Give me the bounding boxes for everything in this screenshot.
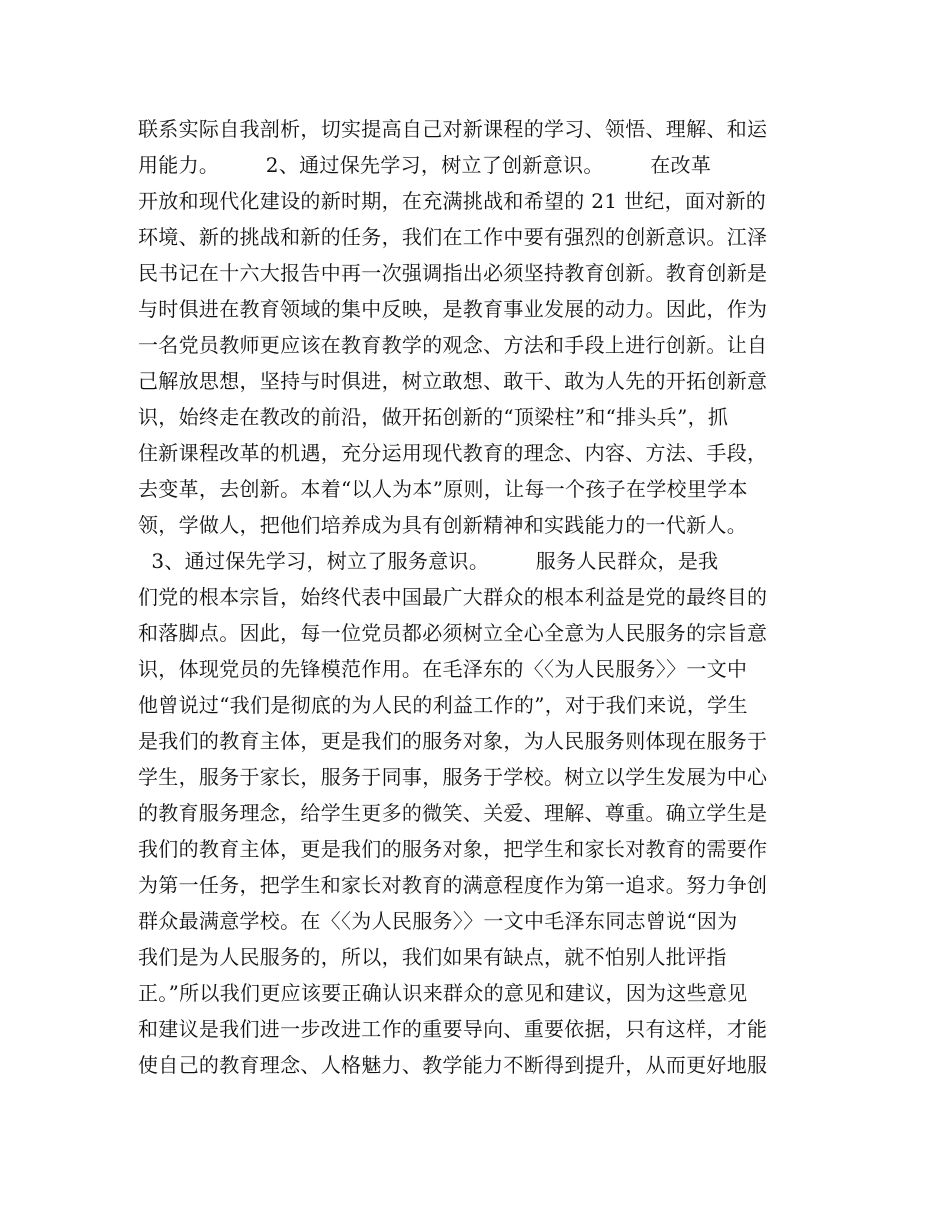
text-line: 为第一任务，把学生和家长对教育的满意程度作为第一追求。努力争创 (138, 873, 768, 897)
body-text (138, 111, 828, 1083)
text-line: 己解放思想，坚持与时俱进，树立敢想、敢干、敢为人先的开拓创新意 (138, 369, 768, 393)
text-line: 的教育服务理念，给学生更多的微笑、关爱、理解、尊重。确立学生是 (138, 801, 768, 825)
text-line: 开放和现代化建设的新时期，在充满挑战和希望的 21 世纪，面对新的 (138, 189, 767, 213)
text-line: 和建议是我们进一步改进工作的重要导向、重要依据，只有这样，才能 (138, 1017, 768, 1041)
text-line: 民书记在十六大报告中再一次强调指出必须坚持教育创新。教育创新是 (138, 261, 768, 285)
text-line: 联系实际自我剖析，切实提高自己对新课程的学习、领悟、理解、和运 (138, 117, 768, 141)
text-line: 3、通过保先学习，树立了服务意识。 服务人民群众，是我 (138, 549, 719, 573)
text-line: 环境、新的挑战和新的任务，我们在工作中要有强烈的创新意识。江泽 (138, 225, 768, 249)
text-line: 我们是为人民服务的，所以，我们如果有缺点，就不怕别人批评指 (138, 945, 727, 969)
text-line: 与时俱进在教育领域的集中反映，是教育事业发展的动力。因此，作为 (138, 297, 768, 321)
text-line: 学生，服务于家长，服务于同事，服务于学校。树立以学生发展为中心 (138, 765, 768, 789)
text-line: 是我们的教育主体，更是我们的服务对象，为人民服务则体现在服务于 (138, 729, 768, 753)
text-line: 识，始终走在教改的前沿，做开拓创新的“顶梁柱”和“排头兵”，抓 (138, 405, 729, 429)
text-line: 用能力。 2、通过保先学习，树立了创新意识。 在改革 (138, 153, 712, 177)
text-line: 领，学做人，把他们培养成为具有创新精神和实践能力的一代新人。 (138, 513, 747, 537)
text-line: 使自己的教育理念、人格魅力、教学能力不断得到提升，从而更好地服 (138, 1053, 768, 1077)
text-line: 去变革，去创新。本着“以人为本”原则，让每一个孩子在学校里学本 (138, 477, 748, 501)
text-line: 一名党员教师更应该在教育教学的观念、方法和手段上进行创新。让自 (138, 333, 768, 357)
text-line: 识，体现党员的先锋模范作用。在毛泽东的〈〈为人民服务〉〉一文中 (138, 657, 748, 681)
text-line: 住新课程改革的机遇，充分运用现代教育的理念、内容、方法、手段， (138, 441, 768, 465)
text-line: 我们的教育主体，更是我们的服务对象，把学生和家长对教育的需要作 (138, 837, 768, 861)
text-line: 们党的根本宗旨，始终代表中国最广大群众的根本利益是党的最终目的 (138, 585, 768, 609)
text-line: 正。”所以我们更应该要正确认识来群众的意见和建议，因为这些意见 (138, 981, 748, 1005)
text-line: 和落脚点。因此，每一位党员都必须树立全心全意为人民服务的宗旨意 (138, 621, 768, 645)
text-line: 群众最满意学校。在〈〈为人民服务〉〉一文中毛泽东同志曾说“因为 (138, 909, 738, 933)
text-line: 他曾说过“我们是彻底的为人民的利益工作的”，对于我们来说，学生 (138, 693, 748, 717)
